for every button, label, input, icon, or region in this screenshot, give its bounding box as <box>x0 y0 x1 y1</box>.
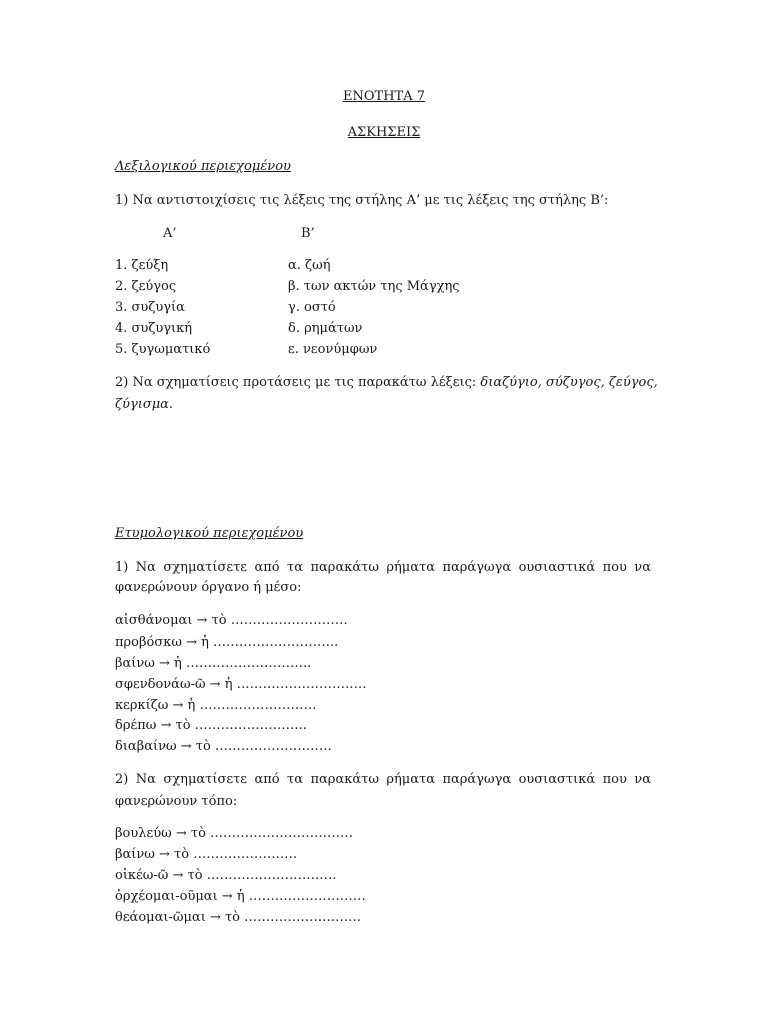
column-a-item: 4. συζυγική <box>115 321 193 336</box>
instrument-item: προβόσκω → ἡ ……………………….. <box>115 635 339 650</box>
column-a-item: 2. ζεύγος <box>115 279 177 294</box>
instrument-item: διαβαίνω → τὸ ……………………… <box>115 739 332 754</box>
column-b-item: ε. νεονύμφων <box>288 342 378 357</box>
column-b-item: β. των ακτών της Μάγχης <box>288 279 460 294</box>
instrument-item: αἰσθάνομαι → τὸ ……………………… <box>115 613 348 628</box>
instrument-item: δρέπω → τὸ …………………….. <box>115 718 307 733</box>
exercises-title: ΑΣΚΗΣΕΙΣ <box>347 125 421 140</box>
place-item: βουλεύω → τὸ …………………………… <box>115 826 354 841</box>
place-item: οἰκέω-ῶ → τὸ ………………………… <box>115 868 337 883</box>
question-2-prefix: 2) Να σχηματίσεις προτάσεις με τις παρακάτω λέξεις: <box>115 375 481 390</box>
place-item: ὀρχέομαι-οῦμαι → ἡ ……………………… <box>115 889 366 904</box>
column-b-item: α. ζωή <box>288 258 331 273</box>
place-item: θεάομαι-ῶμαι → τὸ ……………………… <box>115 910 362 925</box>
question-2-sentences-line2 <box>115 397 173 412</box>
column-b-item: γ. οστό <box>288 300 336 315</box>
column-a-item: 1. ζεύξη <box>115 258 169 273</box>
instrument-item: βαίνω → ἡ ……………………….. <box>115 656 312 671</box>
etymology-question-2-line2: φανερώνουν τόπο: <box>115 794 238 809</box>
unit-title: ΕΝΟΤΗΤΑ 7 <box>343 89 425 104</box>
section-heading-etymology: Ετυμολογικού περιεχομένου <box>115 526 304 541</box>
instrument-item: σφενδονάω-ῶ → ἡ ………………………… <box>115 677 367 692</box>
question-2-sentences-line1 <box>115 375 658 390</box>
instrument-item: κερκίζω → ἡ ……………………… <box>115 698 317 713</box>
column-a-header: Α’ <box>163 226 177 241</box>
question-1-match-text: 1) Να αντιστοιχίσεις τις λέξεις της στήλης Α’ με τις λέξεις της στήλης Β’: <box>115 193 609 208</box>
question-2-words: διαζύγιο, σύζυγος, ζεύγος, <box>480 375 658 390</box>
column-a-item: 3. συζυγία <box>115 300 185 315</box>
question-2-period: . <box>168 397 174 412</box>
question-2-words-cont: ζύγισμα <box>115 397 169 412</box>
column-a-item: 5. ζυγωματικό <box>115 342 211 357</box>
place-item: βαίνω → τὸ …………………… <box>115 847 298 862</box>
etymology-question-1-line2: φανερώνουν όργανο ή μέσο: <box>115 580 302 595</box>
etymology-question-2-line1: 2) Να σχηματίσετε από τα παρακάτω ρήματα παράγωγα ουσιαστικά που να <box>115 772 651 787</box>
etymology-question-1-line1: 1) Να σχηματίσετε από τα παρακάτω ρήματα παράγωγα ουσιαστικά που να <box>115 560 651 575</box>
column-b-item: δ. ρημάτων <box>288 321 363 336</box>
column-b-header: Β’ <box>301 226 315 241</box>
section-heading-vocabulary: Λεξιλογικού περιεχομένου <box>115 159 291 174</box>
